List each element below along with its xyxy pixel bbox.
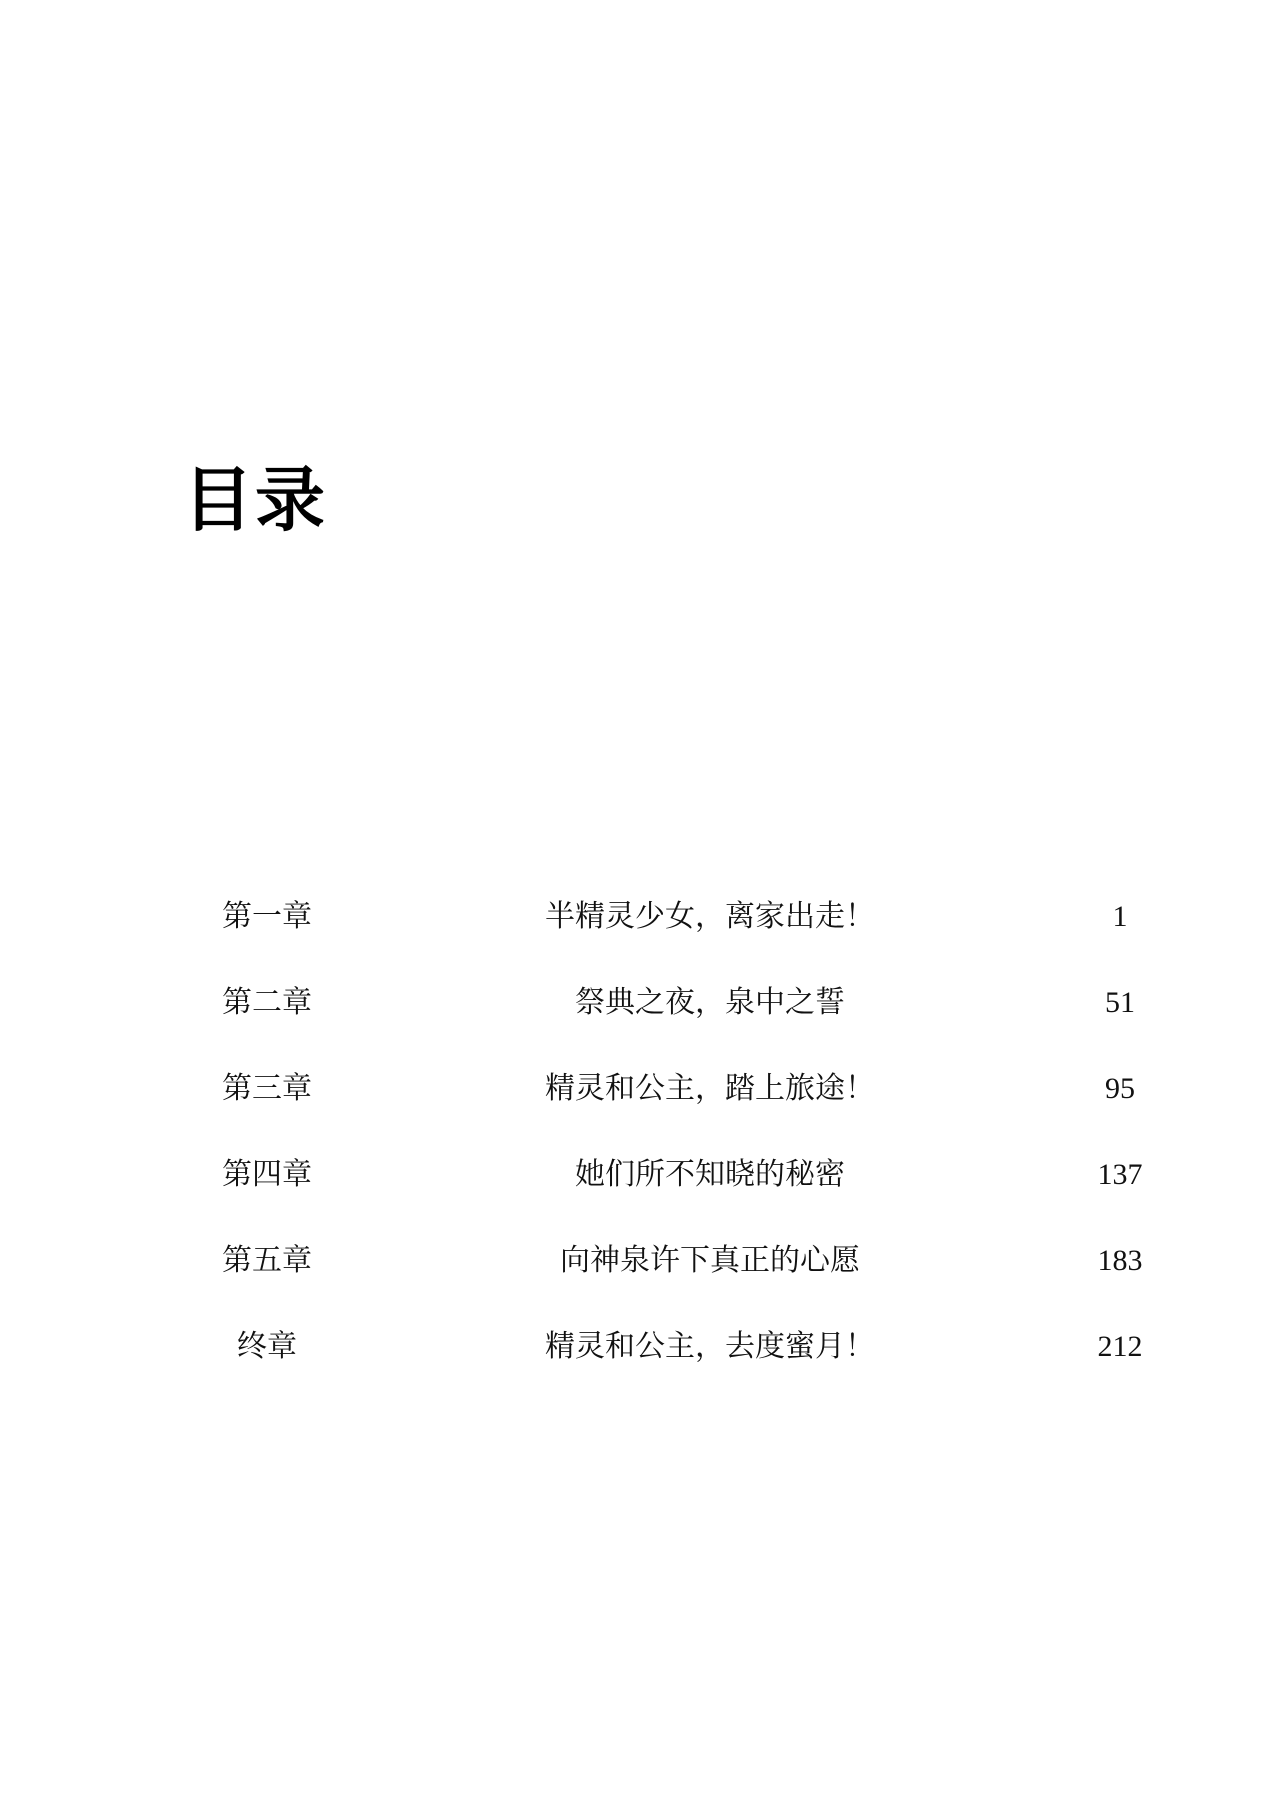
chapter-title: 半精灵少女，离家出走！	[545, 899, 875, 934]
chapter-title: 精灵和公主，踏上旅途！	[545, 1071, 875, 1106]
toc-entry-3	[0, 1067, 1280, 1153]
page-title: 目录	[183, 459, 327, 541]
chapter-number: 第四章	[222, 1157, 312, 1192]
page-number: 51	[1105, 986, 1135, 1019]
page-number: 212	[1097, 1330, 1143, 1363]
toc-entry-4	[0, 1153, 1280, 1239]
page-number: 1	[1112, 900, 1128, 933]
chapter-number: 第五章	[222, 1243, 312, 1278]
chapter-title: 向神泉许下真正的心愿	[560, 1243, 860, 1278]
page-number: 95	[1105, 1072, 1135, 1105]
toc-entry-1	[0, 895, 1280, 981]
chapter-number: 第一章	[222, 899, 312, 934]
chapter-title: 她们所不知晓的秘密	[575, 1157, 845, 1192]
toc-entry-2	[0, 981, 1280, 1067]
toc-entry-6	[0, 1325, 1280, 1411]
table-of-contents	[0, 895, 1280, 1411]
chapter-title: 祭典之夜，泉中之誓	[575, 985, 845, 1020]
page-number: 137	[1097, 1158, 1143, 1191]
toc-entry-5	[0, 1239, 1280, 1325]
chapter-title: 精灵和公主，去度蜜月！	[545, 1329, 875, 1364]
chapter-number: 第三章	[222, 1071, 312, 1106]
page-number: 183	[1097, 1244, 1143, 1277]
chapter-number: 终章	[237, 1329, 297, 1364]
chapter-number: 第二章	[222, 985, 312, 1020]
